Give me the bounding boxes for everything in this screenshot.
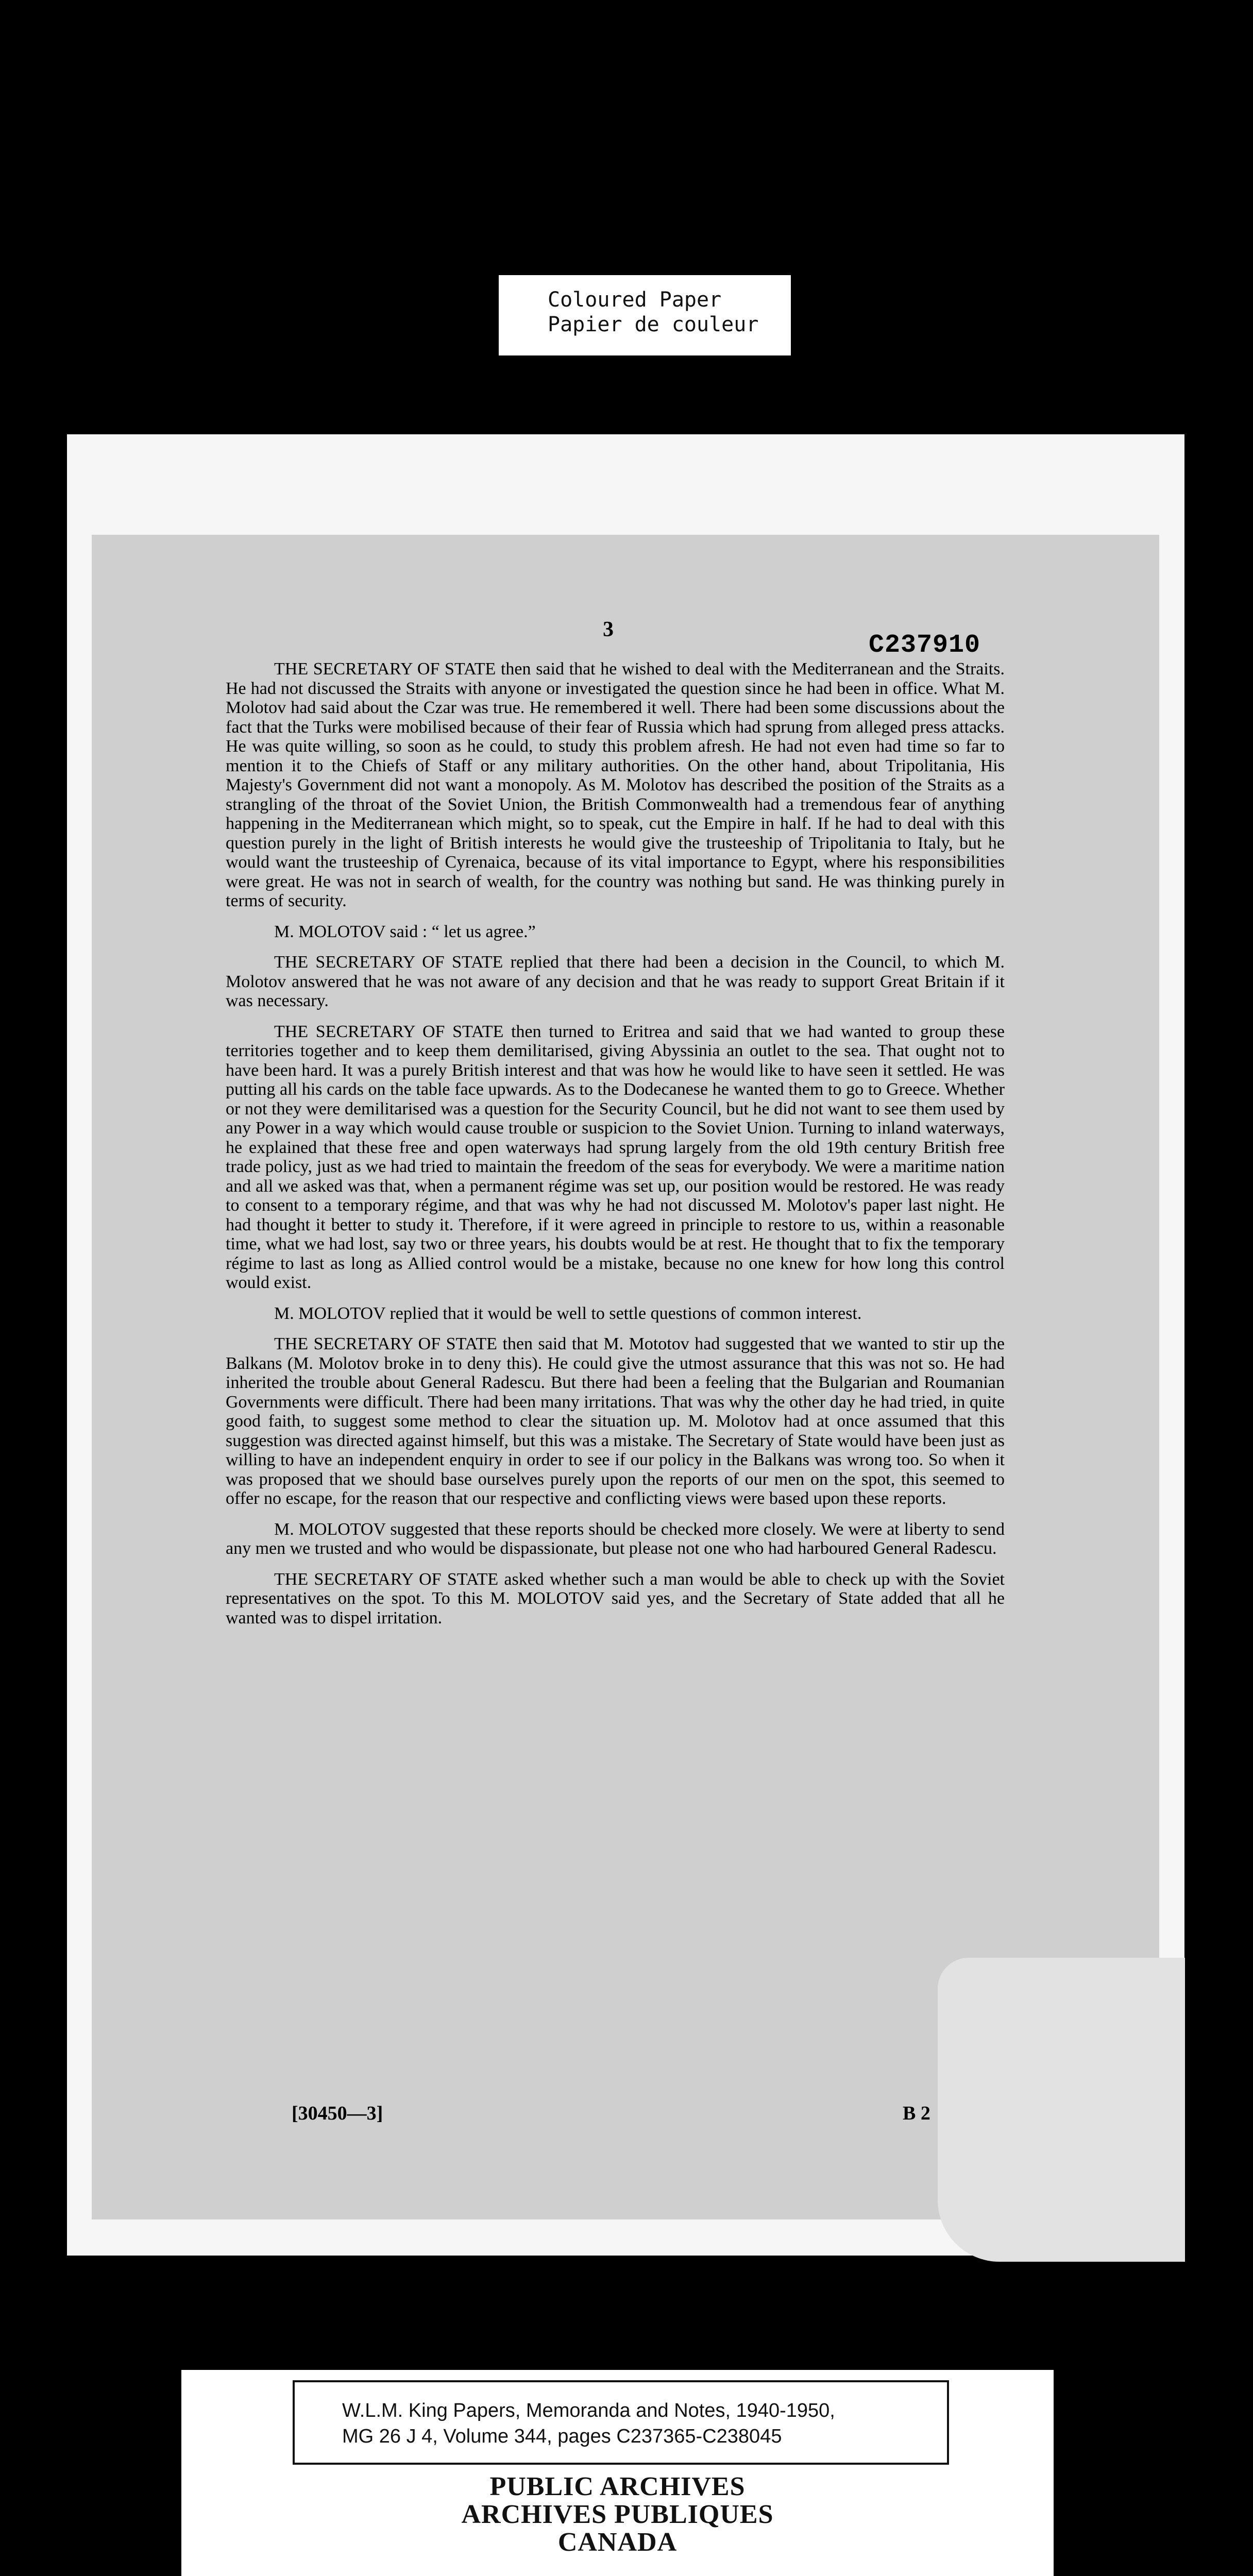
archive-source-card [181, 2370, 1054, 2576]
paragraph: THE SECRETARY OF STATE replied that there had been a decision in the Council, to which M. Molotov answered that he was not aware of any decision and that he was ready to support Great Britain if it was necessary. [226, 953, 1005, 1010]
paragraph: M. MOLOTOV suggested that these reports should be checked more closely. We were at liberty to send any men we trusted and who would be dispassionate, but please not one who had harboured General Radescu. [226, 1519, 1005, 1558]
page-curl-corner [938, 1958, 1185, 2262]
page-number: 3 [603, 618, 614, 641]
collection-reference-box [293, 2380, 949, 2465]
archives-title-french: ARCHIVES PUBLIQUES [461, 2500, 774, 2529]
label-line-french: Papier de couleur [548, 313, 759, 336]
paragraph: M. MOLOTOV replied that it would be well to settle questions of common interest. [274, 1303, 862, 1323]
paragraph: M. MOLOTOV said : “ let us agree.” [274, 922, 536, 941]
document-reference-stamp: C237910 [869, 631, 981, 660]
collection-reference-line: MG 26 J 4, Volume 344, pages C237365-C238045 [342, 2426, 782, 2447]
print-job-code: [30450—3] [292, 2103, 383, 2124]
paragraph: THE SECRETARY OF STATE asked whether such a man would be able to check up with the Soviet representatives on the spot. To this M. MOLOTOV said yes, and the Secretary of State added that all he wanted was to dispel irritation. [226, 1569, 1005, 1628]
archives-title-english: PUBLIC ARCHIVES [489, 2472, 746, 2501]
memorandum-body [226, 659, 1005, 1628]
paragraph: THE SECRETARY OF STATE then turned to Eritrea and said that we had wanted to group these territories together and to keep them demilitarised, giving Abyssinia an outlet to the sea. That ought not to have been hard. It was a purely British interest and that was how he would like to have seen it settled. He was putting all his cards on the table face upwards. As to the Dodecanese he wanted them to go to Greece. Whether or not they were demilitarised was a question for the Security Council, but he did not want to see them used by any Power in a way which would cause trouble or suspicion to the Soviet Union. Turning to inland waterways, he explained that these free and open waterways had sprung largely from the old 19th century British free trade policy, just as we had tried to maintain the freedom of the seas for everybody. We were a maritime nation and all we asked was that, when a permanent régime was set up, our position would be restored. He was ready to consent to a temporary régime, and that was why he had not discussed M. Molotov's paper last night. He had thought it better to study it. Therefore, if it were agreed in principle to restore to us, within a reasonable time, what we had lost, say two or three years, his doubts would be at rest. He thought that to fix the temporary régime to last as long as Allied control would be a mistake, because no one knew for how long this control would exist. [226, 1022, 1005, 1292]
label-line-english: Coloured Paper [548, 288, 722, 312]
collection-reference-line: W.L.M. King Papers, Memoranda and Notes, 1940-1950, [342, 2400, 835, 2421]
coloured-paper-label [499, 275, 791, 355]
paragraph: THE SECRETARY OF STATE then said that M. Mototov had suggested that we wanted to stir up the Balkans (M. Molotov broke in to deny this). He could give the utmost assurance that this was not so. He had inherited the trouble about General Radescu. But there had been a feeling that the Bulgarian and Roumanian Governments were difficult. There had been many irritations. That was why the other day he had tried, in quite good faith, to suggest some method to clear the situation up. M. Molotov had at once assumed that this suggestion was directed against himself, but this was a mistake. The Secretary of State would have been just as willing to have an independent enquiry in order to see if our policy in the Balkans was wrong too. So when it was proposed that we should base ourselves purely upon the reports of our men on the spot, this seemed to offer no escape, for the reason that our respective and conflicting views were based upon these reports. [226, 1334, 1005, 1508]
paragraph: THE SECRETARY OF STATE then said that he wished to deal with the Mediterranean and the Straits. He had not discussed the Straits with anyone or investigated the question since he had been in office. What M. Molotov had said about the Czar was true. He remembered it well. There had been some discussions about the fact that the Turks were mobilised because of their fear of Russia which had sprung from alleged press attacks. He was quite willing, so soon as he could, to study this problem afresh. He had not even had time so far to mention it to the Chiefs of Staff or any military authorities. On the other hand, about Tripolitania, His Majesty's Government did not want a monopoly. As M. Molotov has described the position of the Straits as a strangling of the throat of the Soviet Union, the British Commonwealth had a tremendous fear of anything happening in the Mediterranean which might, so to speak, cut the Empire in half. If he had to deal with this question purely in the light of British interests he would give the trusteeship of Tripolitania to Italy, but he would want the trusteeship of Cyrenaica, because of its vital importance to Egypt, where his responsibilities were great. He was not in search of wealth, for the country was nothing but sand. He was thinking purely in terms of security. [226, 659, 1005, 910]
signature-mark: B 2 [903, 2103, 930, 2124]
archives-title-country: CANADA [557, 2528, 678, 2557]
